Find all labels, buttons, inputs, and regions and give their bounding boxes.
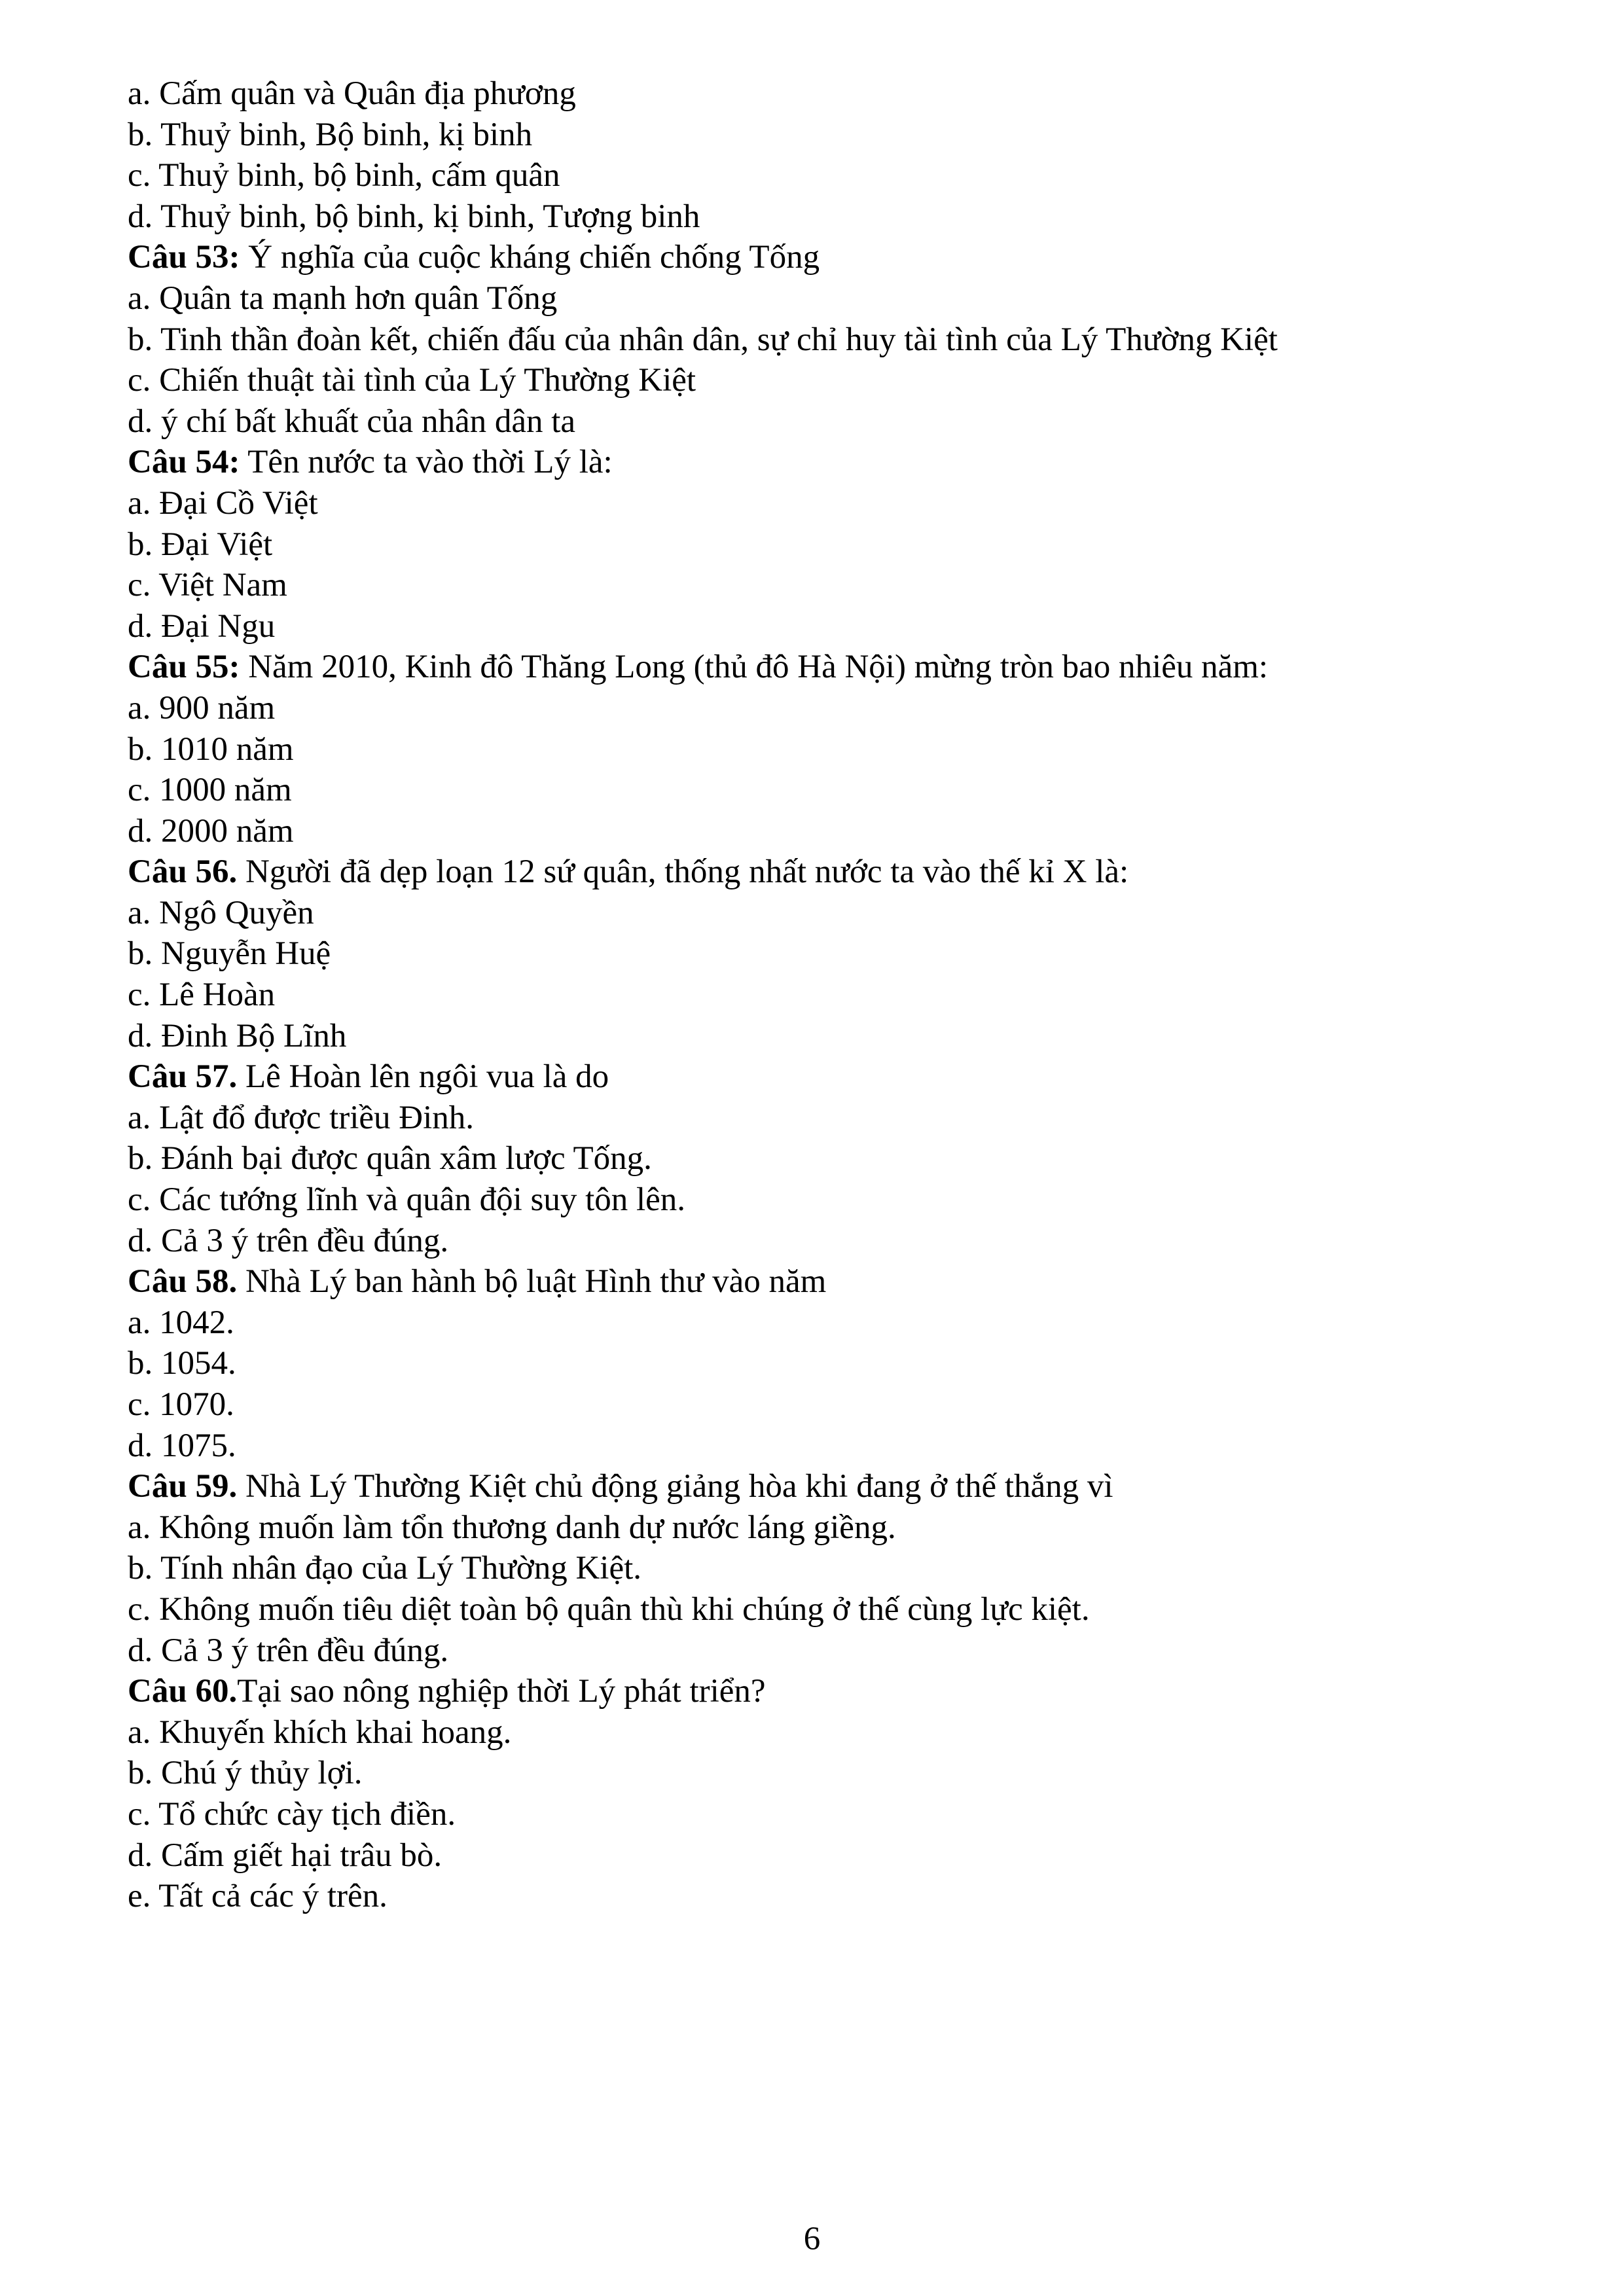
question-label: Câu 53: [128, 239, 240, 276]
option-line: a. 1042. [128, 1304, 234, 1341]
option-line: d. Đinh Bộ Lĩnh [128, 1017, 347, 1054]
question-text: Tên nước ta vào thời Lý là: [240, 444, 613, 481]
question-56 [128, 852, 1535, 1056]
question-label: Câu 54: [128, 444, 240, 481]
question-59 [128, 1466, 1535, 1671]
option-line: a. Không muốn làm tổn thương danh dự nước láng giềng. [128, 1509, 896, 1546]
option-line: e. Tất cả các ý trên. [128, 1878, 388, 1915]
question-line [128, 1671, 1535, 1712]
question-label: Câu 58. [128, 1263, 238, 1300]
question-line [128, 1466, 1535, 1507]
option-line: b. Tinh thần đoàn kết, chiến đấu của nhân dân, sự chỉ huy tài tình của Lý Thường Kiệt [128, 321, 1278, 358]
question-line [128, 647, 1535, 688]
question-55 [128, 647, 1535, 852]
option-line: b. Chú ý thủy lợi. [128, 1755, 363, 1792]
option-line: c. Các tướng lĩnh và quân đội suy tôn lên. [128, 1181, 686, 1219]
option-line: c. 1000 năm [128, 772, 292, 809]
option-line: b. Nguyễn Huệ [128, 935, 331, 973]
question-line [128, 442, 1535, 483]
option-line: d. Cả 3 ý trên đều đúng. [128, 1222, 449, 1259]
option-line: c. Chiến thuật tài tình của Lý Thường Kiệt [128, 362, 696, 399]
option-line: a. Ngô Quyền [128, 894, 314, 931]
option-line: b. Đại Việt [128, 526, 273, 563]
question-line [128, 1261, 1535, 1302]
question-57 [128, 1056, 1535, 1261]
option-line: c. Không muốn tiêu diệt toàn bộ quân thù khi chúng ở thế cùng lực kiệt. [128, 1590, 1090, 1628]
option-line: a. Cấm quân và Quân địa phương [128, 75, 576, 112]
option-line: d. Cấm giết hại trâu bò. [128, 1837, 442, 1874]
option-line: d. 2000 năm [128, 812, 294, 850]
question-60 [128, 1671, 1535, 1917]
question-53 [128, 237, 1535, 442]
question-text: Lê Hoàn lên ngôi vua là do [237, 1058, 609, 1096]
option-line: c. Thuỷ binh, bộ binh, cấm quân [128, 157, 560, 194]
option-line: b. 1010 năm [128, 730, 294, 768]
question-label: Câu 55: [128, 649, 240, 686]
option-line: b. Thuỷ binh, Bộ binh, kị binh [128, 116, 533, 153]
option-line: d. 1075. [128, 1427, 236, 1464]
option-line: b. Tính nhân đạo của Lý Thường Kiệt. [128, 1550, 641, 1587]
option-line: a. Đại Cồ Việt [128, 484, 318, 522]
question-54 [128, 442, 1535, 647]
question-text: Nhà Lý ban hành bộ luật Hình thư vào năm [237, 1263, 827, 1300]
question-label: Câu 57. [128, 1058, 238, 1096]
question-text: Nhà Lý Thường Kiệt chủ động giảng hòa khi đang ở thế thắng vì [237, 1468, 1113, 1505]
option-line: d. ý chí bất khuất của nhân dân ta [128, 403, 576, 440]
option-line: c. Lê Hoàn [128, 977, 276, 1014]
option-line: b. 1054. [128, 1345, 236, 1382]
option-line: a. Khuyến khích khai hoang. [128, 1713, 512, 1751]
page-number: 6 [803, 2221, 821, 2257]
question-line [128, 852, 1535, 893]
question-text: Ý nghĩa của cuộc kháng chiến chống Tống [240, 239, 820, 276]
question-text: Tại sao nông nghiệp thời Lý phát triển? [237, 1673, 766, 1710]
option-line: a. Quân ta mạnh hơn quân Tống [128, 279, 558, 317]
option-line: d. Thuỷ binh, bộ binh, kị binh, Tượng binh [128, 198, 700, 235]
option-line: d. Đại Ngu [128, 607, 276, 645]
option-line: c. Việt Nam [128, 567, 287, 604]
question-text: Người đã dẹp loạn 12 sứ quân, thống nhất nước ta vào thế kỉ X là: [237, 853, 1129, 891]
question-label: Câu 56. [128, 853, 238, 891]
option-line: c. 1070. [128, 1386, 234, 1423]
option-line: a. 900 năm [128, 689, 276, 726]
intro-options [128, 73, 1535, 237]
question-line [128, 1056, 1535, 1098]
option-line: b. Đánh bại được quân xâm lược Tống. [128, 1140, 652, 1177]
option-line: d. Cả 3 ý trên đều đúng. [128, 1632, 449, 1669]
question-line [128, 237, 1535, 278]
option-line: a. Lật đổ được triều Đinh. [128, 1099, 475, 1136]
question-text: Năm 2010, Kinh đô Thăng Long (thủ đô Hà Nội) mừng tròn bao nhiêu năm: [240, 649, 1269, 686]
question-label: Câu 59. [128, 1468, 238, 1505]
question-label: Câu 60. [128, 1673, 238, 1710]
document-body [128, 73, 1535, 1917]
question-58 [128, 1261, 1535, 1466]
option-line: c. Tổ chức cày tịch điền. [128, 1795, 456, 1833]
